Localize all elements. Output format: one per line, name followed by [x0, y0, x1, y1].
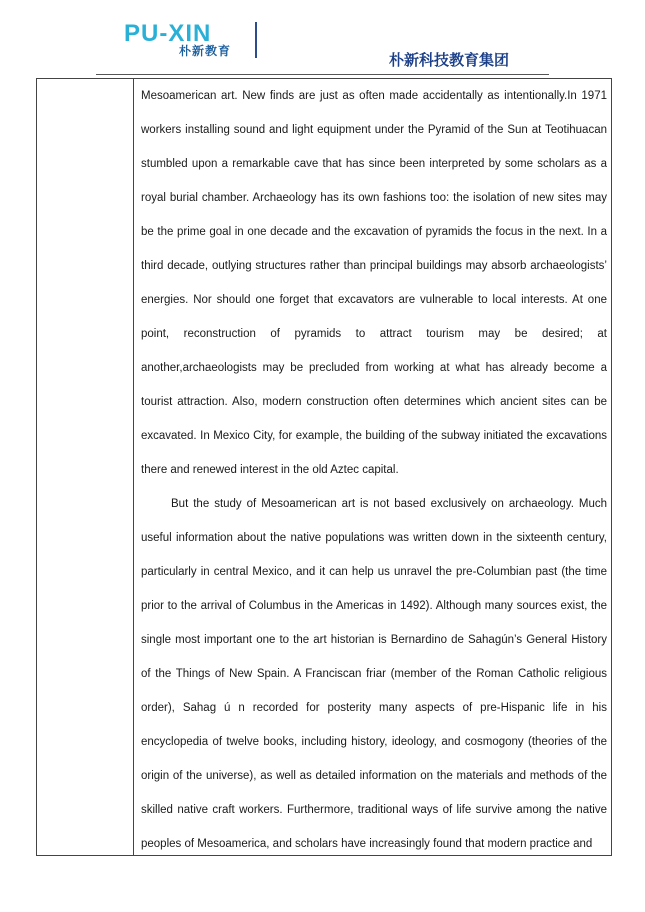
- table-left-cell: [37, 79, 134, 855]
- header-rule: [96, 74, 549, 75]
- logo-wordmark: PU-XIN: [124, 20, 212, 47]
- page-header: [0, 0, 645, 78]
- table-text-cell: [141, 79, 607, 855]
- paragraph-archaeology: Mesoamerican art. New finds are just as often made accidentally as intentionally.In 1971 workers installing sound and light equipment under the Pyramid of the Sun at Teotihuacan stumbled upon a remarkable cave that has since been interpreted by some scholars as a royal burial chamber. Archaeology has its own fashions too: the isolation of new sites may be the prime goal in one decade and the excavation of pyramids the focus in the next. In a third decade, outlying structures rather than principal buildings may absorb archaeologists’ energies. Nor should one forget that excavators are vulnerable to local interests. At one point, reconstruction of pyramids to attract tourism may be desired; at another,archaeologists may be precluded from working at what has already become a tourist attraction. Also, modern construction often determines which ancient sites can be excavated. In Mexico City, for example, the building of the subway initiated the excavations there and renewed interest in the old Aztec capital.: [141, 90, 607, 476]
- content-table: [36, 78, 612, 856]
- paragraph-written-sources: But the study of Mesoamerican art is not based exclusively on archaeology. Much useful information about the native populations was written down in the sixteenth century, particularly in central Mexico, and it can help us unravel the pre-Columbian past (the time prior to the arrival of Columbus in the Americas in 1492). Although many sources exist, the single most important one to the art historian is Bernardino de Sahagún’s General History of the Things of New Spain. A Franciscan friar (member of the Roman Catholic religious order), Sahag ú n recorded for posterity many aspects of pre-Hispanic life in his encyclopedia of twelve books, including history, ideology, and cosmogony (theories of the origin of the universe), as well as detailed information on the materials and methods of the skilled native craft workers. Furthermore, traditional ways of life survive among the native peoples of Mesoamerica, and scholars have increasingly found that modern practice and: [141, 498, 607, 850]
- logo-chinese-subtitle: 朴新教育: [179, 44, 232, 58]
- puxin-logo: [124, 22, 254, 62]
- logo-divider: [255, 22, 257, 58]
- group-name: 朴新科技教育集团: [389, 51, 510, 69]
